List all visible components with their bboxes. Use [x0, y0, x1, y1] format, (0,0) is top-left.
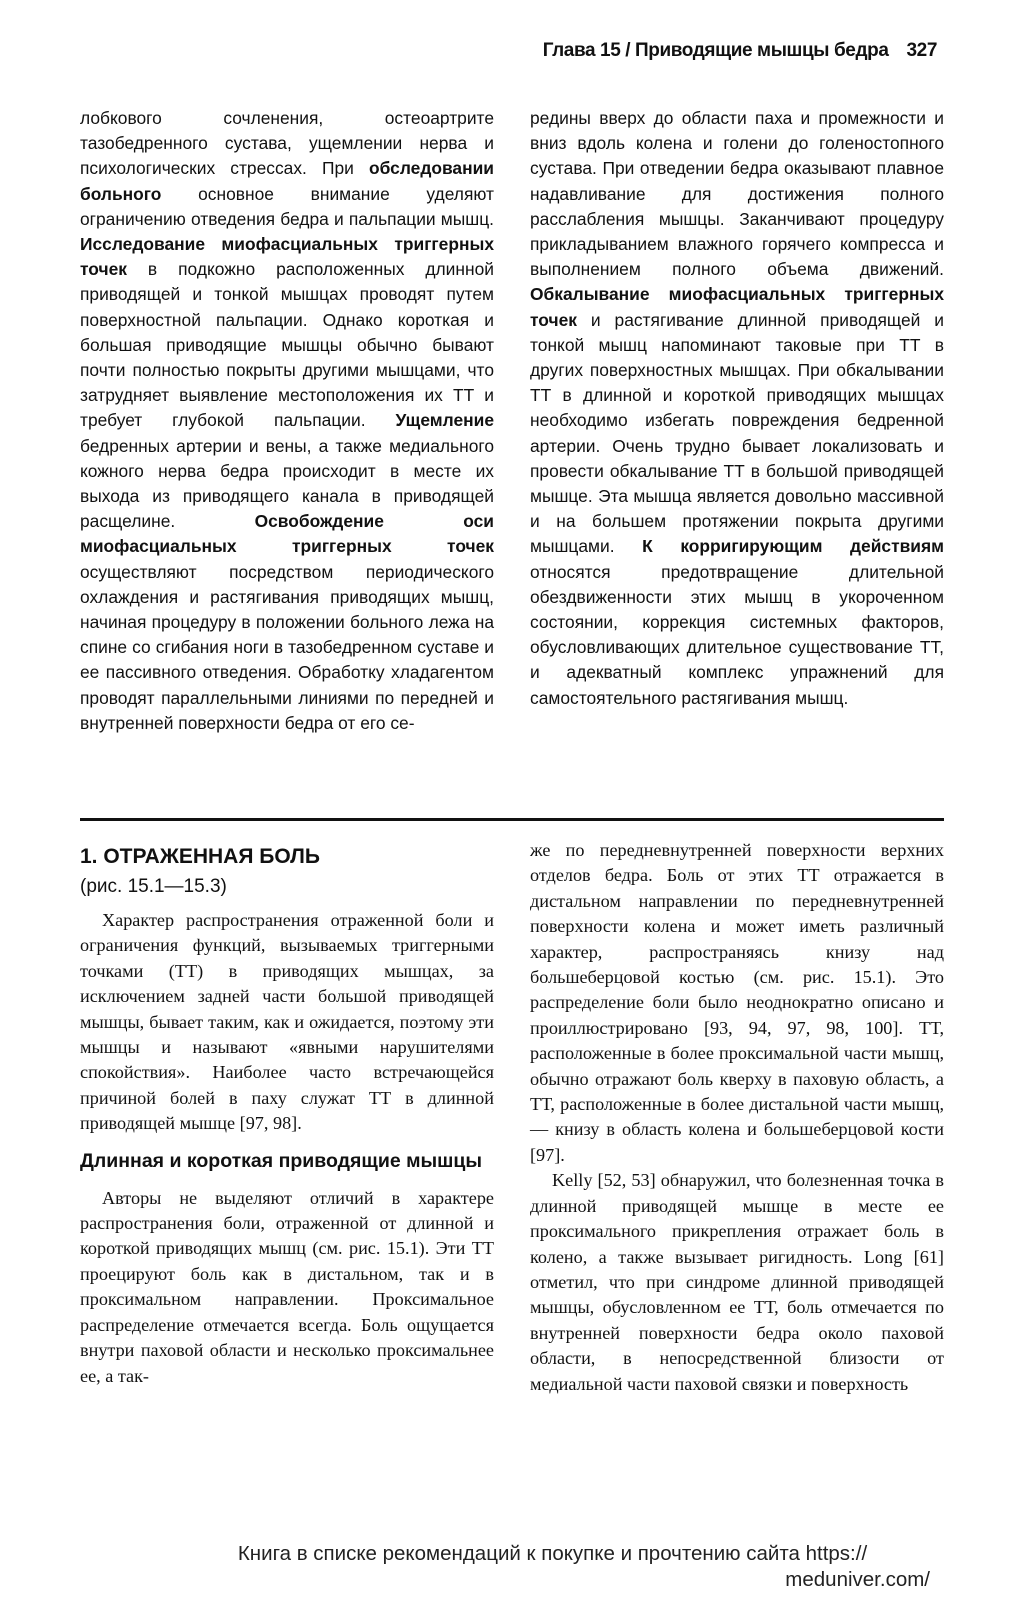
text-run: бедренных артерии и вены, а также медиального кожного нерва бедра происходит в месте их выхода из приводящего канала в приводящей расщелине. [80, 435, 494, 532]
top-left-column [80, 106, 494, 736]
chapter-title: Глава 15 / Приводящие мышцы бедра [542, 40, 889, 61]
bold-term: Освобождение оси миофасциальных триггерных точек [80, 511, 494, 557]
bold-term: К корригирующим действиям [642, 536, 944, 557]
bold-term: обследовании больного [80, 158, 494, 204]
bottom-right-column [530, 838, 944, 1397]
text-run: лобкового сочленения, остеоартрите тазобедренного сустава, ущемлении нерва и психологических стрессах. При [80, 108, 494, 179]
bold-term: Обкалывание миофасциальных триггерных точек [530, 284, 944, 330]
text-run: осуществляют посредством периодического охлаждения и растягивания приводящих мышц, начиная процедуру в положении больного лежа на спине со сгибания ноги в тазобедренном суставе и ее пассивного отведения. Обработку хладагентом проводят параллельными линиями по передней и внутренней поверхности бедра от его се- [80, 561, 494, 733]
section-heading: 1. ОТРАЖЕННАЯ БОЛЬ [80, 845, 320, 868]
text-run: в подкожно расположенных длинной приводящей и тонкой мышцах проводят путем поверхностной пальпации. Однако короткая и большая приводящие мышцы обычно бывают почти полностью покрыты другими мышцами, что затрудняет выявление местоположения их ТТ и требует глубокой пальпации. [80, 259, 494, 431]
page-number: 327 [906, 40, 937, 61]
subsection-heading: Длинная и короткая приводящие мышцы [80, 1149, 483, 1172]
bold-term: Исследование миофасциальных триггерных точек [80, 234, 494, 280]
text-run: основное внимание уделяют ограничению отведения бедра и пальпации мышц. [80, 183, 494, 229]
section-divider [80, 818, 944, 821]
text-run: и растягивание длинной приводящей и тонкой мышц напоминают таковые при ТТ в других поверхностных мышцах. При обкалывании ТТ в длинной и короткой приводящих мышцах необходимо избегать повреждения бедренной артерии. Очень трудно бывает локализовать и провести обкалывание ТТ в большой приводящей мышце. Эта мышца является довольно массивной и на большем протяжении покрыта другими мышцами. [530, 309, 944, 557]
section-paragraph-2: Авторы не выделяют отличий в характере распространения боли, отраженной от длинной и короткой приводящих мышц (см. рис. 15.1). Эти ТТ проецируют боль как в дистальном, так и в проксимальном направлении. Проксимальное распределение отмечается всегда. Боль ощущается внутри паховой области и несколько проксимальнее ее, а так- [80, 1187, 494, 1386]
bottom-left-column [80, 838, 494, 1389]
section-paragraph-1: Характер распространения отраженной боли и ограничения функций, вызываемых триггерными точками (ТТ) в приводящих мышцах, за исключением задней части большой приводящей мышцы, бывает таким, как и ожидается, поэтому эти мышцы и называют «явными нарушителями спокойствия». Наиболее часто встречающейся причиной болей в паху служат ТТ в длинной приводящей мышце [97, 98]. [80, 910, 494, 1134]
footer-line-1: Книга в списке рекомендаций к покупке и прочтению сайта https:// [237, 1542, 868, 1565]
top-left-paragraph [80, 106, 494, 736]
footer-link[interactable]: meduniver.com/ [785, 1568, 930, 1591]
top-right-paragraph [530, 106, 944, 711]
text-run: редины вверх до области паха и промежности и вниз вдоль колена и голени до голеностопного сустава. При отведении бедра оказывают плавное надавливание для достижения полного расслабления мышцы. Заканчивают процедуру прикладыванием влажного горячего компресса и выполнением полного объема движений. [530, 108, 944, 280]
running-header [543, 40, 937, 62]
top-right-column [530, 106, 944, 711]
bold-term: Ущемление [395, 410, 494, 431]
kelly-paragraph: Kelly [52, 53] обнаружил, что болезненная точка в длинной приводящей мышце в месте ее проксимального прикрепления отражает боль в колено, а также вызывает ригидность. Long [61] отметил, что при синдроме длинной приводящей мышцы, обусловленном ее ТТ, боль отмечается по внутренней поверхности бедра около паховой области, в непосредственной близости от медиальной части паховой связки и поверхность [530, 1170, 944, 1394]
figure-reference: (рис. 15.1—15.3) [80, 876, 227, 897]
text-run: относятся предотвращение длительной обездвиженности этих мышц в укороченном состоянии, коррекция системных факторов, обусловливающих длительное существование ТТ, и адекватный комплекс упражнений для самостоятельного растягивания мышц. [530, 561, 944, 708]
continued-paragraph: же по передневнутренней поверхности верхних отделов бедра. Боль от этих ТТ отражается в дистальном направлении по передневнутренней поверхности колена и может иметь различный характер, распространяясь книзу над большеберцовой костью (см. рис. 15.1). Это распределение боли было неоднократно описано и проиллюстрировано [93, 94, 97, 98, 100]. ТТ, расположенные в более проксимальной части мышц, обычно отражают боль кверху в паховую область, а ТТ, расположенные в более дистальной части мышц,— книзу в область колена и большеберцовой кости [97]. [530, 840, 944, 1165]
